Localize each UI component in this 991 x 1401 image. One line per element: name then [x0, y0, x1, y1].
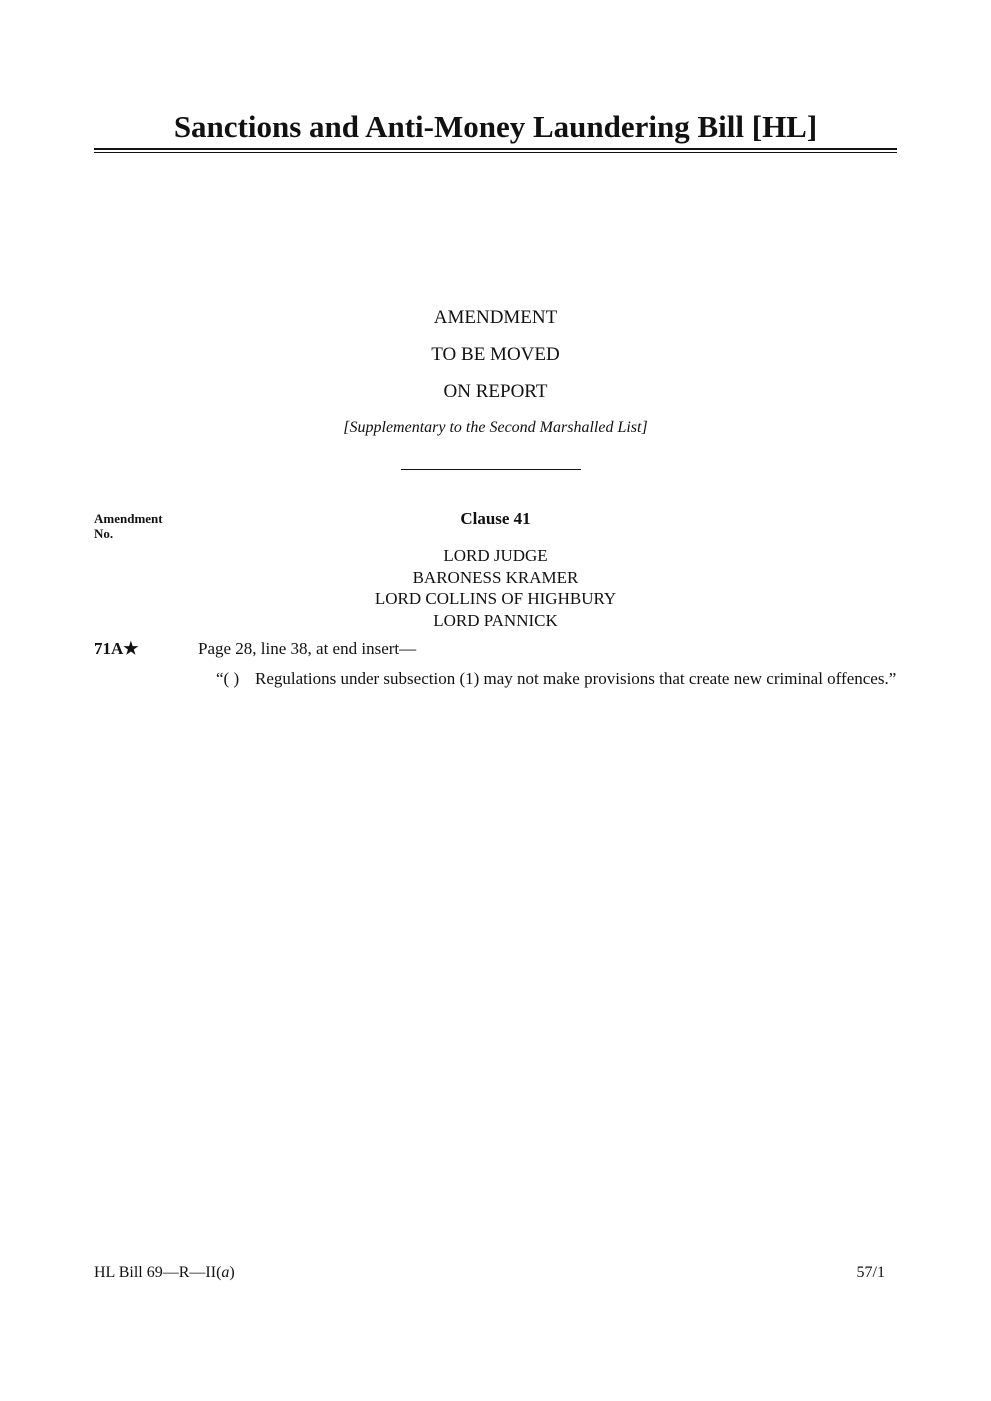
column-label-line1: Amendment [94, 511, 163, 526]
mover-name: LORD COLLINS OF HIGHBURY [374, 589, 617, 609]
bill-reference-italic: a [221, 1264, 230, 1281]
heading-amendment: AMENDMENT [433, 307, 558, 328]
column-label-line2: No. [94, 526, 114, 541]
bill-reference [94, 1263, 235, 1283]
page-reference: 57/1 [856, 1264, 885, 1281]
bill-reference-suffix: ) [229, 1264, 235, 1281]
heading-on-report: ON REPORT [443, 381, 548, 402]
inserted-text: Regulations under subsection (1) may not make provisions that create new criminal offences.” [255, 669, 897, 688]
title-rule-thick [94, 148, 897, 150]
document-title: Sanctions and Anti-Money Laundering Bill [HL] [173, 109, 818, 144]
mover-name: BARONESS KRAMER [412, 567, 579, 587]
movers-list [0, 545, 991, 632]
clause-heading: Clause 41 [460, 509, 531, 528]
bill-reference-prefix: HL Bill 69—R—II( [94, 1264, 222, 1281]
amendment-number: 71A★ [94, 639, 139, 658]
supplementary-note: [Supplementary to the Second Marshalled List] [343, 419, 648, 436]
section-divider [401, 469, 581, 470]
inserted-subsection-mark: “( ) [216, 669, 240, 688]
mover-name: LORD JUDGE [443, 546, 548, 565]
mover-name: LORD PANNICK [433, 611, 558, 631]
title-rule-thin [94, 152, 897, 153]
amendment-instruction: Page 28, line 38, at end insert— [198, 639, 417, 658]
heading-to-be-moved: TO BE MOVED [431, 344, 560, 365]
